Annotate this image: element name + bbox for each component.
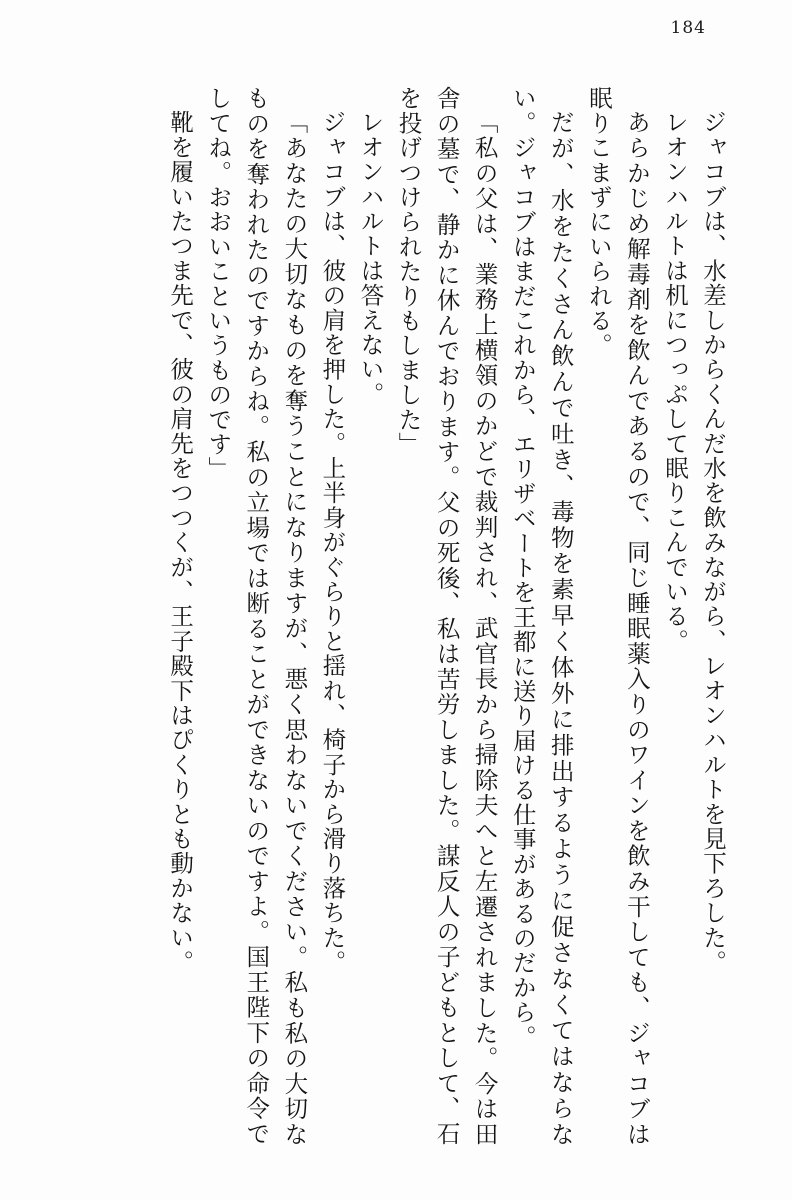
paragraph: レオンハルトは机につっぷして眠りこんでいる。 <box>660 109 689 653</box>
paragraph: レオンハルトは答えない。 <box>356 109 385 406</box>
paragraph: 「あなたの大切なものを奪うことになりますが、悪く思わないでください。私も私の大切なものを奪われたのですからね。私の立場では断ることができないのですよ。国王陛下の命令でしてね。おおいこというものです」 <box>204 86 309 1146</box>
paragraph: あらかじめ解毒剤を飲んであるので、同じ睡眠薬入りのワインを飲み干しても、ジャコブは眠りこまずにいられる。 <box>584 86 651 1146</box>
paragraph: 靴を履いたつま先で、彼の肩先をつつくが、王子殿下はぴくりとも動かない。 <box>166 109 195 974</box>
paragraph: ジャコブは、水差しからくんだ水を飲みながら、レオンハルトを見下ろした。 <box>699 109 727 974</box>
page-body-text <box>60 86 732 1146</box>
paragraph: だが、水をたくさん飲んで吐き、毒物を素早く体外に排出するように促さなくてはならない。ジャコブはまだこれから、エリザベートを王都に送り届ける仕事があるのだから。 <box>508 86 575 1146</box>
paragraph: ジャコブは、彼の肩を押した。上半身がぐらりと揺れ、椅子から滑り落ちた。 <box>318 109 347 974</box>
paragraph: 「私の父は、業務上横領のかどで裁判され、武官長から掃除夫へと左遷されました。今は田舎の墓で、静かに休んでおります。父の死後、私は苦労しました。謀反人の子どもとして、石を投げつけられたりもしました」 <box>394 86 499 1146</box>
page-number: 184 <box>670 18 706 38</box>
